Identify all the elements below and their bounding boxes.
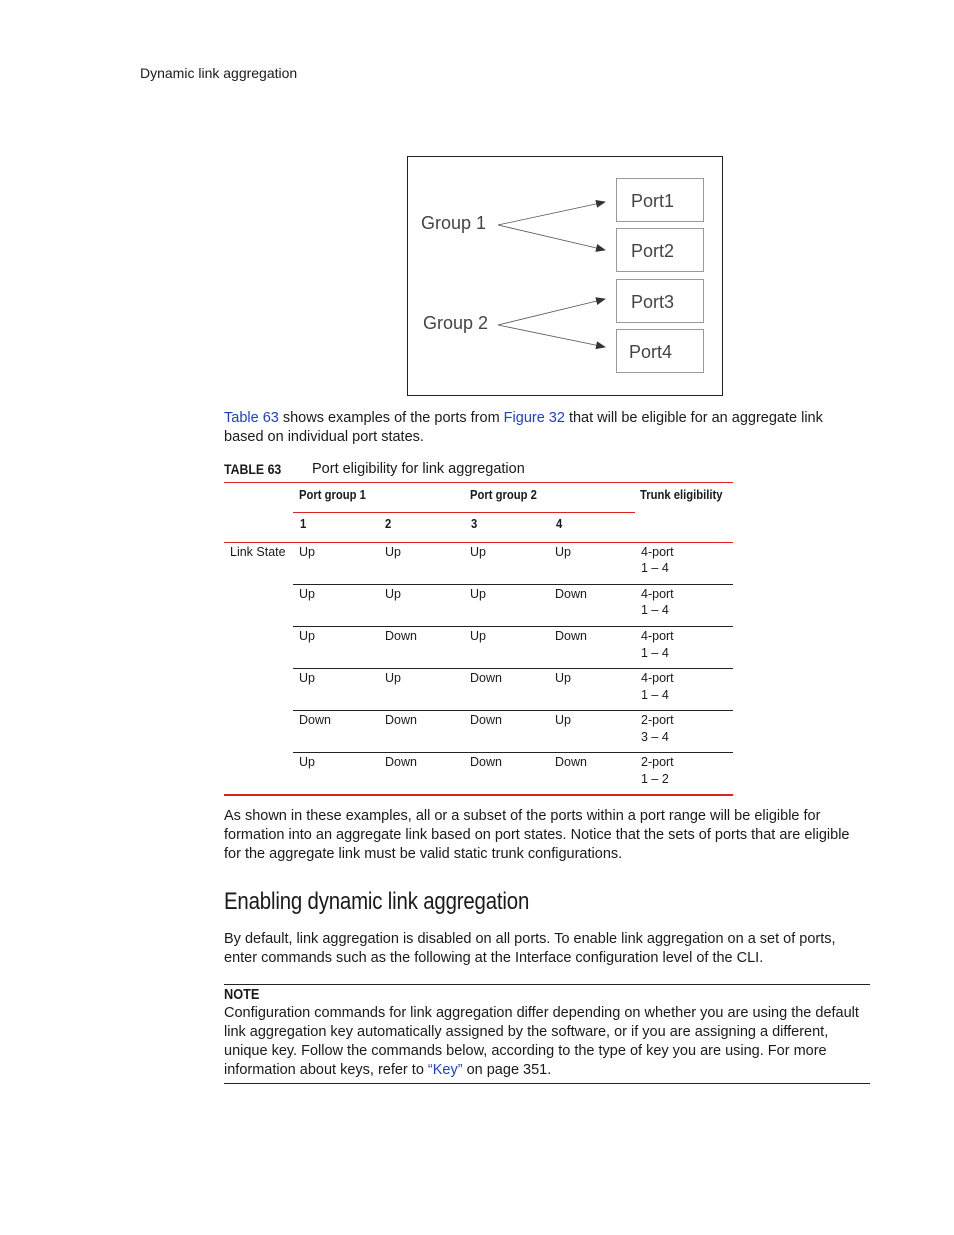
examples-line-2: formation into an aggregate link based on port states. Notice that the sets of ports that are eligible	[224, 827, 850, 843]
cell-r1-range: 1 – 4	[641, 561, 669, 575]
section-line-2: enter commands such as the following at the Interface configuration level of the CLI.	[224, 950, 764, 966]
note-top-rule	[224, 984, 870, 985]
group-1-label: Group 1	[421, 213, 487, 233]
examples-line-1: As shown in these examples, all or a subset of the ports within a port range will be eligible for	[224, 808, 821, 824]
examples-paragraph	[224, 807, 904, 864]
header-port-2: 2	[385, 517, 392, 531]
cell-r3-p1: Up	[299, 629, 315, 643]
note-line-4-pre: information about keys, refer to	[224, 1062, 428, 1078]
cell-r4-p4: Up	[555, 671, 571, 685]
cell-r6-range: 1 – 2	[641, 772, 669, 786]
cell-r2-p1: Up	[299, 587, 315, 601]
cell-r2-trunk: 4-port	[641, 587, 674, 601]
key-link[interactable]: “Key”	[427, 1062, 463, 1078]
cell-r5-p3: Down	[470, 713, 502, 727]
cell-r2-p2: Up	[385, 587, 401, 601]
row-rule-5	[293, 752, 733, 753]
section-heading: Enabling dynamic link aggregation	[224, 888, 530, 915]
note-line-4-post: on page 351.	[462, 1062, 552, 1078]
cell-r5-p1: Down	[299, 713, 331, 727]
examples-line-3: for the aggregate link must be valid static trunk configurations.	[224, 846, 623, 862]
header-port-3: 3	[471, 517, 478, 531]
row-rule-3	[293, 668, 733, 669]
port-3-box: Port3	[616, 279, 704, 323]
arrow-group2-port3	[498, 299, 605, 325]
note-line-4	[224, 1061, 904, 1080]
cell-r2-range: 1 – 4	[641, 603, 669, 617]
table-bottom-rule	[224, 794, 733, 796]
section-paragraph	[224, 930, 904, 968]
row-rule-1	[293, 584, 733, 585]
running-header: Dynamic link aggregation	[140, 65, 298, 81]
note-label: NOTE	[224, 987, 260, 1003]
note-line-3: unique key. Follow the commands below, according to the type of key you are using. For more	[224, 1043, 827, 1059]
cell-r1-trunk: 4-port	[641, 545, 674, 559]
row-label-link-state: Link State	[230, 545, 286, 559]
cell-r2-p4: Down	[555, 587, 587, 601]
row-rule-4	[293, 710, 733, 711]
cell-r3-range: 1 – 4	[641, 646, 669, 660]
table-caption-text: Port eligibility for link aggregation	[312, 461, 525, 477]
cell-r1-p2: Up	[385, 545, 401, 559]
cell-r5-range: 3 – 4	[641, 730, 669, 744]
cell-r4-p1: Up	[299, 671, 315, 685]
cell-r3-p3: Up	[470, 629, 486, 643]
cell-r5-p4: Up	[555, 713, 571, 727]
cell-r3-trunk: 4-port	[641, 629, 674, 643]
arrow-group1-port2	[498, 225, 605, 250]
port-1-box: Port1	[616, 178, 704, 222]
table-caption-label: TABLE 63	[224, 461, 282, 477]
note-line-2: link aggregation key automatically assigned by the software, or if you are assigning a different,	[224, 1024, 829, 1040]
note-bottom-rule	[224, 1083, 870, 1084]
intro-text-2: that will be eligible for an aggregate link	[564, 410, 823, 426]
row-rule-2	[293, 626, 733, 627]
intro-line-1	[224, 409, 884, 428]
header-port-1: 1	[300, 517, 307, 531]
cell-r3-p4: Down	[555, 629, 587, 643]
header-trunk-eligibility: Trunk eligibility	[640, 488, 723, 502]
table-top-rule	[224, 482, 733, 483]
cell-r2-p3: Up	[470, 587, 486, 601]
cell-r4-range: 1 – 4	[641, 688, 669, 702]
intro-line-2: based on individual port states.	[224, 429, 424, 445]
port-group-figure	[407, 156, 723, 396]
cell-r1-p3: Up	[470, 545, 486, 559]
port-4-box: Port4	[616, 329, 704, 373]
group-2-label: Group 2	[423, 313, 489, 333]
note-paragraph	[224, 1004, 904, 1080]
section-line-1: By default, link aggregation is disabled on all ports. To enable link aggregation on a set of ports,	[224, 931, 836, 947]
note-line-1: Configuration commands for link aggregation differ depending on whether you are using the default	[224, 1005, 859, 1021]
cell-r6-trunk: 2-port	[641, 755, 674, 769]
cell-r6-p2: Down	[385, 755, 417, 769]
cell-r4-trunk: 4-port	[641, 671, 674, 685]
header-bottom-rule	[224, 542, 733, 543]
cell-r5-trunk: 2-port	[641, 713, 674, 727]
cell-r6-p4: Down	[555, 755, 587, 769]
figure-32-link[interactable]: Figure 32	[503, 410, 565, 426]
table-63-link[interactable]: Table 63	[224, 410, 279, 426]
port-eligibility-table	[224, 482, 733, 798]
cell-r4-p3: Down	[470, 671, 502, 685]
cell-r1-p4: Up	[555, 545, 571, 559]
header-mid-rule	[293, 512, 635, 513]
arrow-group1-port1	[498, 202, 605, 225]
cell-r4-p2: Up	[385, 671, 401, 685]
cell-r5-p2: Down	[385, 713, 417, 727]
header-port-group-1: Port group 1	[299, 488, 366, 502]
cell-r6-p1: Up	[299, 755, 315, 769]
arrow-group2-port4	[498, 325, 605, 347]
cell-r3-p2: Down	[385, 629, 417, 643]
header-port-4: 4	[556, 517, 563, 531]
port-2-box: Port2	[616, 228, 704, 272]
intro-paragraph	[224, 409, 884, 447]
intro-text-1: shows examples of the ports from	[278, 410, 504, 426]
header-port-group-2: Port group 2	[470, 488, 537, 502]
cell-r1-p1: Up	[299, 545, 315, 559]
cell-r6-p3: Down	[470, 755, 502, 769]
